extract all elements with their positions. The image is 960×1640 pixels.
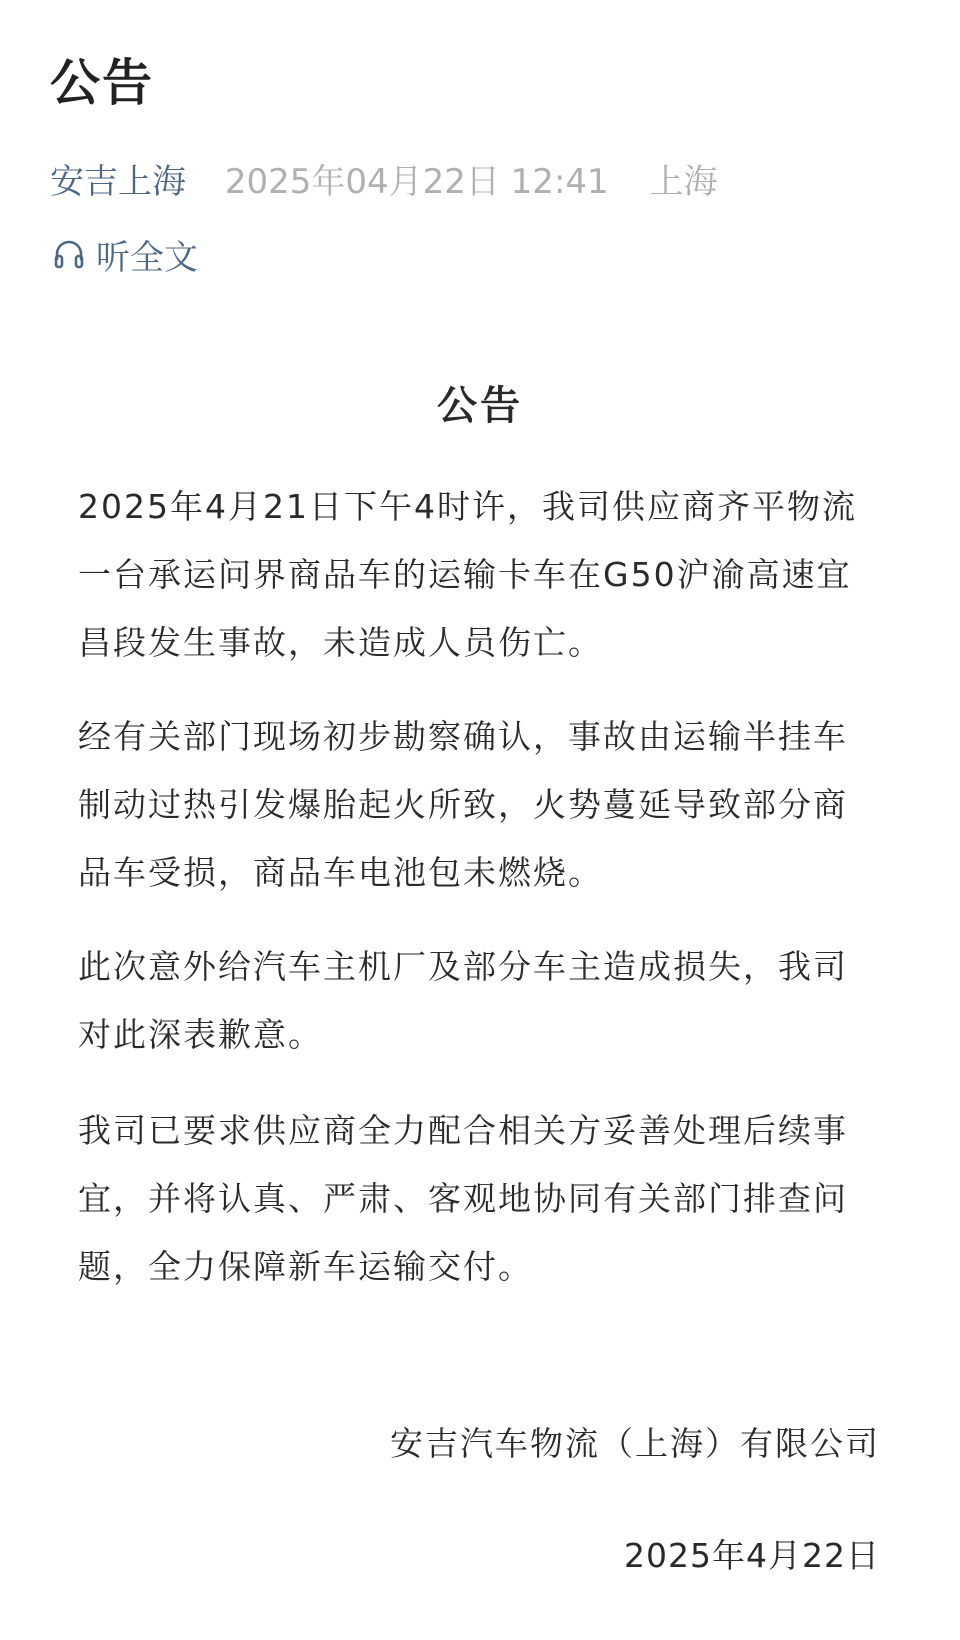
paragraph-line: 宜，并将认真、严肃、客观地协同有关部门排查问 [78,1179,848,1218]
headphones-icon [52,237,86,271]
publish-datetime: 2025年04月22日 12:41 [224,162,609,202]
paragraph-line: 我司已要求供应商全力配合相关方妥善处理后续事 [78,1111,848,1150]
paragraph-line: 2025年4月21日下午4时许，我司供应商齐平物流 [78,487,857,526]
paragraph [78,703,888,907]
paragraph-line: 题，全力保障新车运输交付。 [78,1247,533,1286]
paragraph-line: 对此深表歉意。 [78,1015,323,1054]
listen-label: 听全文 [96,237,198,278]
paragraph-line: 一台承运问界商品车的运输卡车在G50沪渝高速宜 [78,555,852,594]
paragraph-line: 经有关部门现场初步勘察确认，事故由运输半挂车 [78,717,848,756]
account-name-link[interactable]: 安吉上海 [50,162,186,202]
page-title: 公告 [50,54,154,112]
signature-date: 2025年4月22日 [624,1536,880,1575]
paragraph [78,1097,888,1301]
paragraph-line: 昌段发生事故，未造成人员伤亡。 [78,623,603,662]
paragraph [78,933,888,1069]
listen-full-text-button[interactable] [52,232,198,276]
paragraph [78,473,888,677]
paragraph-line: 制动过热引发爆胎起火所致，火势蔓延导致部分商 [78,785,848,824]
paragraph-line: 此次意外给汽车主机厂及部分车主造成损失，我司 [78,947,848,986]
article-meta [50,162,717,202]
publish-location: 上海 [649,162,718,202]
announcement-title: 公告 [437,383,523,429]
paragraph-line: 品车受损，商品车电池包未燃烧。 [78,853,603,892]
signature-company: 安吉汽车物流（上海）有限公司 [390,1424,880,1463]
